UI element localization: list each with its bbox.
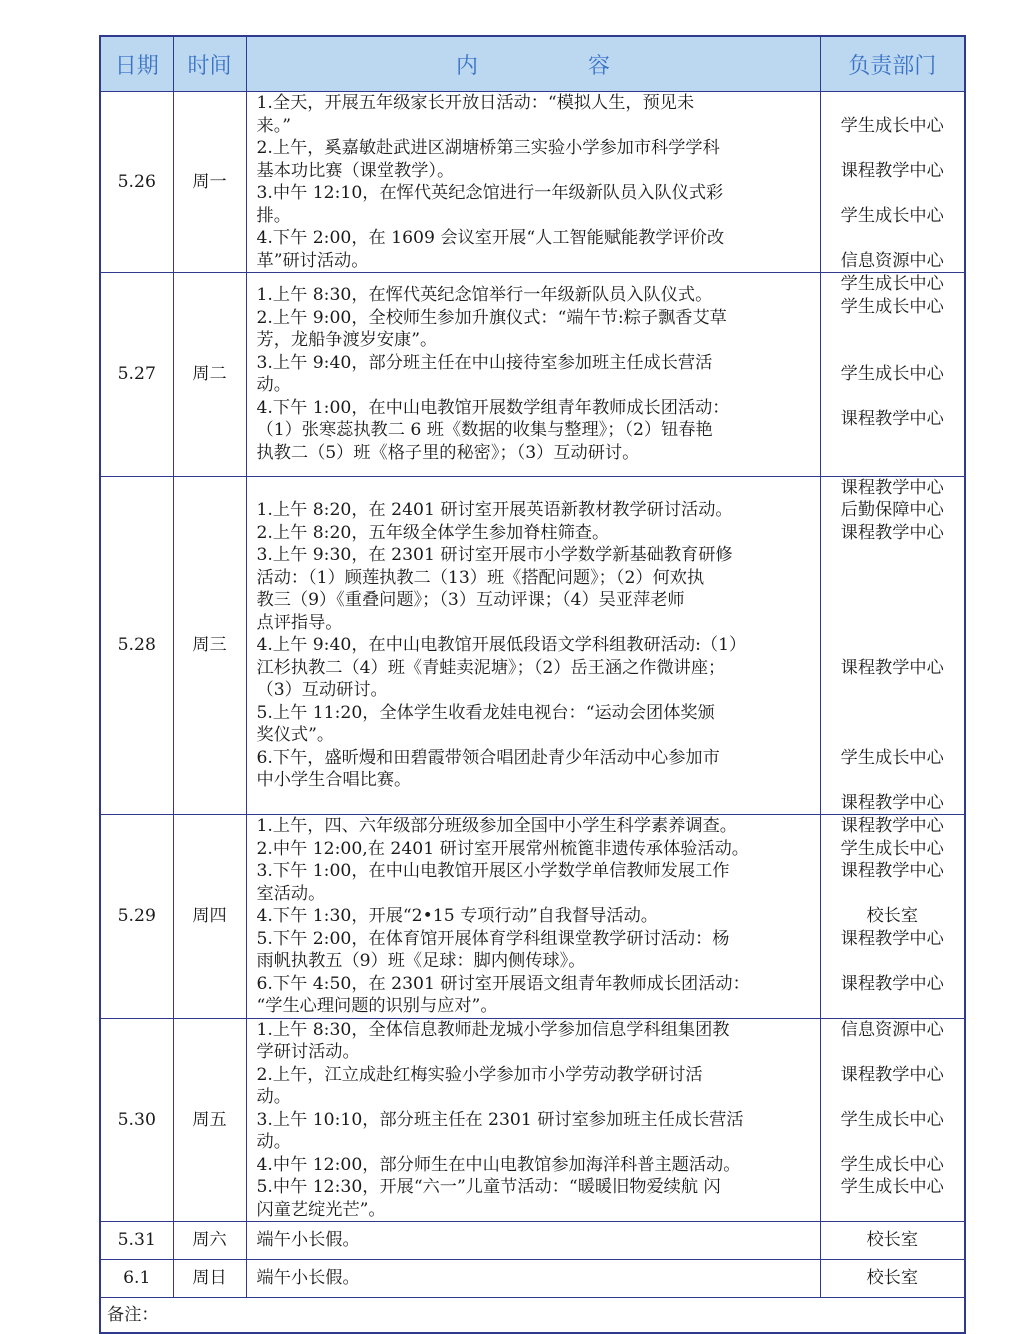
content-line: 3.中午 12:10，在恽代英纪念馆进行一年级新队员入队仪式彩	[256, 183, 724, 203]
row-dept	[820, 92, 965, 273]
content-line: 4.下午 1:00，在中山电教馆开展数学组青年教师成长团活动：	[256, 397, 730, 418]
dept-line: 校长室	[866, 906, 919, 926]
dept-line: 校长室	[866, 1268, 919, 1289]
dept-line	[821, 453, 965, 476]
content-line: 1.上午 8:20，在 2401 研讨室开展英语新教材教学研讨活动。	[256, 500, 733, 520]
content-line: 2.上午 9:00，全校师生参加升旗仪式：“端午节:粽子飘香艾草	[256, 307, 727, 328]
dept-line	[821, 679, 965, 702]
row-date: 5.30	[100, 1018, 173, 1222]
content-line: 5.中午 12:30，开展“六一”儿童节活动：“暖暖旧物爱续航 闪	[256, 1177, 721, 1197]
content-line: 4.上午 9:40，在中山电教馆开展低段语文学科组教研活动:（1）	[256, 635, 747, 655]
dept-line: 课程教学中心	[840, 160, 944, 181]
content-line: （3）互动研讨。	[256, 680, 388, 700]
dept-line	[821, 995, 965, 1018]
row-day: 周三	[173, 476, 246, 815]
row-date: 5.29	[100, 815, 173, 1019]
content-line: 2.上午，江立成赴红梅实验小学参加市小学劳动教学研讨活	[256, 1064, 703, 1085]
row-dept	[820, 1018, 965, 1222]
content-line: 4.下午 2:00，在 1609 会议室开展“人工智能赋能教学评价改	[256, 228, 725, 248]
row-date: 5.27	[100, 273, 173, 477]
row-day: 周一	[173, 92, 246, 273]
dept-line	[821, 431, 965, 454]
content-line: “学生心理问题的识别与应对”。	[256, 996, 498, 1016]
dept-line: 课程教学中心	[840, 973, 944, 994]
content-line: 端午小长假。	[256, 1268, 360, 1289]
dept-line	[821, 318, 965, 341]
content-line: 动。	[256, 1087, 291, 1107]
dept-line: 课程教学中心	[840, 792, 944, 813]
dept-line	[821, 702, 965, 725]
content-line: 3.下午 1:00，在中山电教馆开展区小学数学单信教师发展工作	[256, 861, 730, 881]
content-line: 5.下午 2:00，在体育馆开展体育学科组课堂教学研讨活动：杨	[256, 928, 730, 949]
content-line: 芳，龙船争渡岁安康”。	[256, 330, 438, 351]
dept-line: 信息资源中心	[840, 1019, 944, 1040]
row-content	[246, 1260, 820, 1298]
content-line: 6.下午 4:50，在 2301 研讨室开展语文组青年教师成长团活动：	[256, 973, 750, 994]
dept-line: 学生成长中心	[840, 1177, 944, 1197]
row-content	[246, 273, 820, 477]
content-line: 教三（9）《重叠问题》；（3）互动评课；（4）吴亚萍老师	[256, 590, 685, 610]
dept-line	[821, 950, 965, 973]
content-line: 活动：（1）顾莲执教二（13）班《搭配问题》；（2）何欢执	[256, 567, 705, 588]
dept-line: 校长室	[866, 1230, 919, 1251]
dept-line: 学生成长中心	[840, 274, 944, 294]
row-dept	[820, 273, 965, 477]
row-content	[246, 92, 820, 273]
content-line: 基本功比赛（课堂教学）。	[256, 160, 455, 181]
row-dept	[820, 1260, 965, 1298]
content-line: 3.上午 9:30，在 2301 研讨室开展市小学数学新基础教育研修	[256, 545, 733, 565]
content-line: 2.中午 12:00,在 2401 研讨室开展常州梳篦非遗传承体验活动。	[256, 838, 749, 859]
content-line: 2.上午 8:20，五年级全体学生参加脊柱筛查。	[256, 522, 610, 543]
content-line: 端午小长假。	[256, 1230, 360, 1251]
row-dept	[820, 476, 965, 815]
dept-line: 学生成长中心	[840, 747, 944, 768]
content-line: 执教二（5）班《格子里的秘密》；（3）互动研讨。	[256, 442, 640, 463]
content-line: 3.上午 9:40，部分班主任在中山接待室参加班主任成长营活	[256, 352, 713, 373]
table-row	[100, 815, 965, 1019]
table-row	[100, 1260, 965, 1298]
dept-line: 学生成长中心	[840, 1154, 944, 1175]
dept-line: 后勤保障中心	[840, 500, 944, 520]
table-row	[100, 1222, 965, 1260]
table-row	[100, 92, 965, 273]
dept-line	[821, 634, 965, 657]
dept-line	[821, 92, 965, 115]
row-day: 周二	[173, 273, 246, 477]
dept-line	[821, 137, 965, 160]
dept-line	[821, 1131, 965, 1154]
content-line: 室活动。	[256, 883, 326, 904]
row-date: 5.26	[100, 92, 173, 273]
content-line: 4.中午 12:00，部分师生在中山电教馆参加海洋科普主题活动。	[256, 1154, 741, 1175]
content-line: 3.上午 10:10，部分班主任在 2301 研讨室参加班主任成长营活	[256, 1109, 744, 1130]
content-line: 闪童艺绽光芒”。	[256, 1199, 386, 1220]
dept-line: 课程教学中心	[840, 928, 944, 949]
note-row	[100, 1298, 965, 1334]
dept-line	[821, 589, 965, 612]
content-line: 1.上午 8:30，在恽代英纪念馆举行一年级新队员入队仪式。	[256, 285, 713, 306]
content-line: 1.上午，四、六年级部分班级参加全国中小学生科学素养调查。	[256, 816, 737, 836]
row-dept	[820, 1222, 965, 1260]
dept-line: 信息资源中心	[840, 250, 944, 271]
dept-line: 课程教学中心	[840, 861, 944, 881]
row-content	[246, 1018, 820, 1222]
table-row	[100, 1018, 965, 1222]
dept-line: 学生成长中心	[840, 205, 944, 226]
dept-line	[821, 612, 965, 635]
dept-line	[821, 724, 965, 747]
content-line: 1.全天，开展五年级家长开放日活动：“模拟人生，预见未	[256, 93, 695, 113]
dept-line	[821, 769, 965, 792]
dept-line: 课程教学中心	[840, 816, 944, 836]
content-line: 动。	[256, 1132, 291, 1152]
dept-line: 课程教学中心	[840, 522, 944, 543]
dept-line	[821, 883, 965, 906]
table-row	[100, 273, 965, 477]
schedule-table	[99, 35, 966, 1334]
row-day: 周日	[173, 1260, 246, 1298]
dept-line: 课程教学中心	[840, 477, 944, 498]
dept-line	[821, 544, 965, 567]
header-time: 时间	[173, 36, 246, 92]
dept-line: 课程教学中心	[840, 409, 944, 429]
dept-line: 学生成长中心	[840, 838, 944, 859]
dept-line: 学生成长中心	[840, 296, 944, 317]
table-row	[100, 476, 965, 815]
dept-line: 学生成长中心	[840, 364, 944, 384]
dept-line: 课程教学中心	[840, 1064, 944, 1085]
dept-line	[821, 386, 965, 409]
row-content	[246, 815, 820, 1019]
row-date: 5.28	[100, 476, 173, 815]
content-line: 来。”	[256, 115, 292, 136]
content-line: 动。	[256, 375, 291, 396]
content-line: 排。	[256, 205, 291, 226]
dept-line	[821, 182, 965, 205]
content-line: 中小学生合唱比赛。	[256, 770, 412, 790]
header-content-label: 内 容	[455, 53, 610, 79]
header-content	[246, 36, 820, 92]
content-line: 点评指导。	[256, 612, 343, 633]
dept-line	[821, 567, 965, 590]
note-label: 备注：	[100, 1298, 965, 1334]
dept-line	[821, 1086, 965, 1109]
row-content	[246, 1222, 820, 1260]
row-dept	[820, 815, 965, 1019]
dept-line	[821, 1041, 965, 1064]
dept-line	[821, 227, 965, 250]
dept-line: 课程教学中心	[840, 657, 944, 678]
dept-line: 学生成长中心	[840, 115, 944, 136]
row-day: 周六	[173, 1222, 246, 1260]
header-dept: 负责部门	[820, 36, 965, 92]
header-date: 日期	[100, 36, 173, 92]
content-line: 雨帆执教五（9）班《足球：脚内侧传球》。	[256, 951, 586, 971]
row-date: 5.31	[100, 1222, 173, 1260]
content-line: 奖仪式”。	[256, 725, 335, 745]
content-line: 5.上午 11:20，全体学生收看龙娃电视台：“运动会团体奖颁	[256, 702, 715, 723]
row-content	[246, 476, 820, 815]
content-line: 学研讨活动。	[256, 1042, 360, 1062]
dept-line	[821, 341, 965, 364]
dept-line: 学生成长中心	[840, 1109, 944, 1130]
content-line: 2.上午，奚嘉敏赴武进区湖塘桥第三实验小学参加市科学学科	[256, 138, 720, 158]
content-line: 江杉执教二（4）班《青蛙卖泥塘》；（2）岳王涵之作微讲座；	[256, 657, 726, 678]
header-row	[100, 36, 965, 92]
dept-line	[821, 1199, 965, 1222]
content-line: 6.下午，盛昕熳和田碧霞带领合唱团赴青少年活动中心参加市	[256, 747, 720, 768]
row-day: 周五	[173, 1018, 246, 1222]
row-day: 周四	[173, 815, 246, 1019]
content-line: 革”研讨活动。	[256, 250, 369, 271]
content-line: 1.上午 8:30，全体信息教师赴龙城小学参加信息学科组集团教	[256, 1019, 730, 1040]
content-line: （1）张寒蕊执教二 6 班《数据的收集与整理》；（2）钮春艳	[256, 420, 713, 441]
row-date: 6.1	[100, 1260, 173, 1298]
content-line: 4.下午 1:30，开展“2•15 专项行动”自我督导活动。	[256, 906, 658, 926]
